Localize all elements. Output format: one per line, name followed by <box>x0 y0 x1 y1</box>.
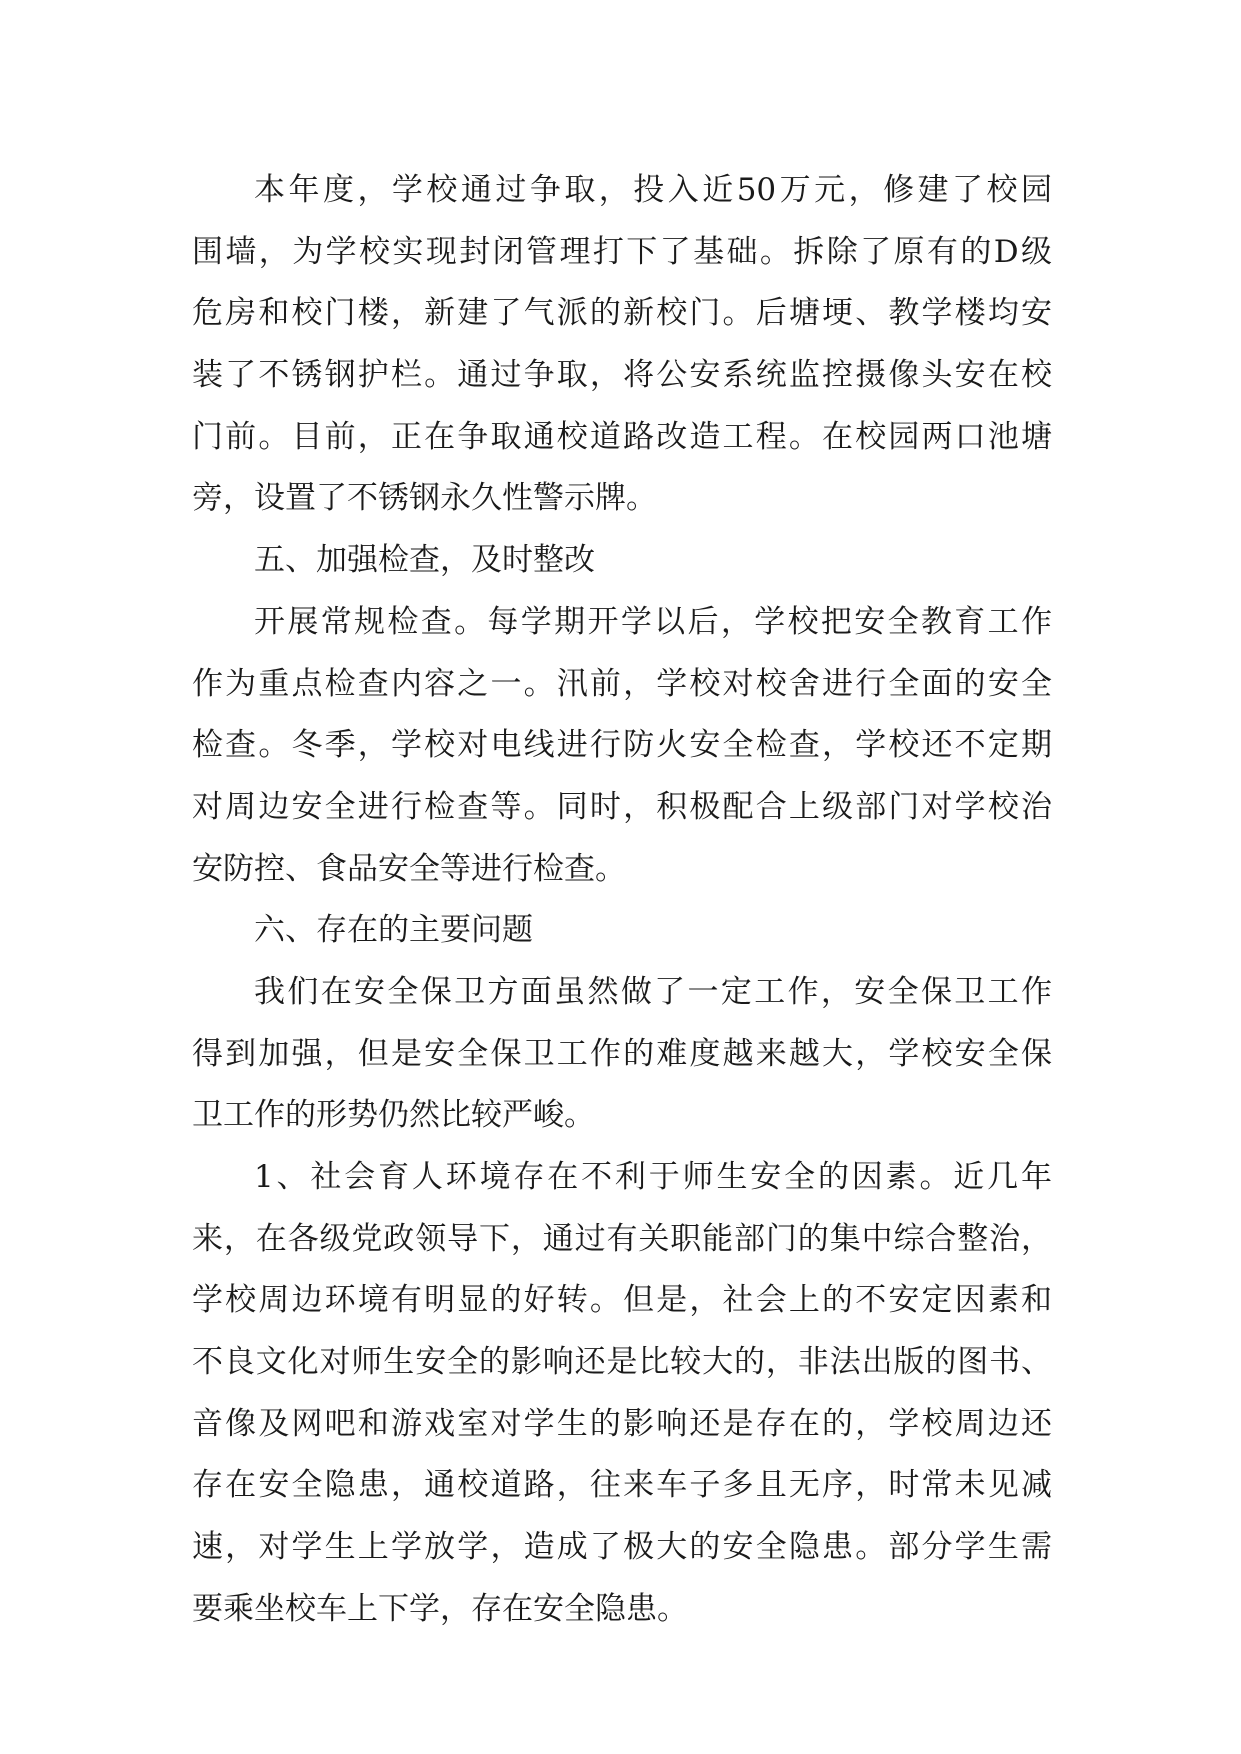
text-line: 检查。冬季，学校对电线进行防火安全检查，学校还不定期 <box>192 727 1052 764</box>
text-line: 得到加强，但是安全保卫工作的难度越来越大，学校安全保 <box>192 1035 1052 1072</box>
text-line: 开展常规检查。每学期开学以后，学校把安全教育工作 <box>254 603 1052 640</box>
text-line: 卫工作的形势仍然比较严峻。 <box>192 1097 595 1134</box>
text-line: 存在安全隐患，通校道路，往来车子多且无序，时常未见减 <box>192 1467 1052 1504</box>
text-line: 1、社会育人环境存在不利于师生安全的因素。近几年 <box>254 1159 1052 1195</box>
text-line: 作为重点检查内容之一。汛前，学校对校舍进行全面的安全 <box>192 665 1052 702</box>
text-line: 安防控、食品安全等进行检查。 <box>192 850 626 887</box>
section-heading: 五、加强检查，及时整改 <box>254 542 595 579</box>
text-line: 危房和校门楼，新建了气派的新校门。后塘埂、教学楼均安 <box>192 295 1052 332</box>
text-line: 音像及网吧和游戏室对学生的影响还是存在的，学校周边还 <box>192 1405 1052 1442</box>
text-line: 学校周边环境有明显的好转。但是，社会上的不安定因素和 <box>192 1282 1052 1319</box>
section-heading: 六、存在的主要问题 <box>254 912 533 949</box>
text-line: 不良文化对师生安全的影响还是比较大的，非法出版的图书、 <box>192 1344 1052 1381</box>
text-line: 我们在安全保卫方面虽然做了一定工作，安全保卫工作 <box>254 973 1052 1010</box>
text-line: 装了不锈钢护栏。通过争取，将公安系统监控摄像头安在校 <box>192 357 1052 394</box>
text-line: 旁，设置了不锈钢永久性警示牌。 <box>192 480 657 517</box>
text-line: 本年度，学校通过争取，投入近50万元，修建了校园 <box>254 172 1052 208</box>
text-line: 要乘坐校车上下学，存在安全隐患。 <box>192 1590 688 1627</box>
text-line: 对周边安全进行检查等。同时，积极配合上级部门对学校治 <box>192 788 1052 825</box>
document-body <box>192 160 1052 1641</box>
text-line: 速，对学生上学放学，造成了极大的安全隐患。部分学生需 <box>192 1529 1052 1566</box>
text-line: 门前。目前，正在争取通校道路改造工程。在校园两口池塘 <box>192 418 1052 455</box>
text-line: 围墙，为学校实现封闭管理打下了基础。拆除了原有的D级 <box>192 233 1052 270</box>
text-line: 来，在各级党政领导下，通过有关职能部门的集中综合整治， <box>192 1220 1052 1257</box>
